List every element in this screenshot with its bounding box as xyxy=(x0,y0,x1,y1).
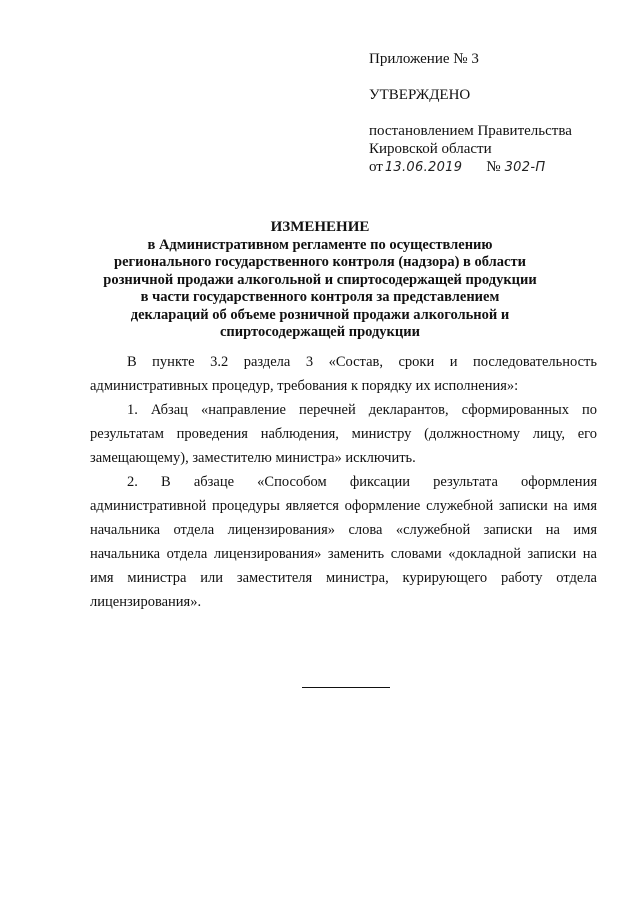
document-subtitle: в Административном регламенте по осуществлению регионального государственного контроля (надзора) в области розничной продажи алкогольной и спиртосодержащей продукции в части государственного контроля за представлением деклараций об объеме розничной продажи алкогольной и спиртосодержащей продукции xyxy=(103,236,537,340)
region-line: Кировской области xyxy=(369,141,492,157)
end-divider-line xyxy=(302,687,390,688)
document-body xyxy=(90,350,597,614)
number-prefix: № xyxy=(486,159,501,175)
item-2-paragraph: 2. В абзаце «Способом фиксации результата оформления административной процедуры является оформление служебной записки на имя начальника отдела лицензирования» слова «служебной записки на имя начальника отдела лицензирования» заменить словами «докладной записки на имя министра или заместителя министра, курирующего работу отдела лицензирования». xyxy=(90,474,597,610)
decree-line: постановлением Правительства xyxy=(369,123,572,139)
handwritten-number: 302-П xyxy=(504,160,546,175)
intro-paragraph: В пункте 3.2 раздела 3 «Состав, сроки и последовательность административных процедур, требования к порядку их исполнения»: xyxy=(90,354,597,394)
approval-block xyxy=(369,50,619,177)
approved-stamp-text: УТВЕРЖДЕНО xyxy=(369,87,471,103)
date-number-line xyxy=(369,158,619,177)
handwritten-date: 13.06.2019 xyxy=(384,160,463,175)
item-1-paragraph: 1. Абзац «направление перечней декларантов, сформированных по результатам проведения наблюдения, министру (должностному лицу, его замещающему), заместителю министра» исключить. xyxy=(90,402,597,466)
date-prefix: от xyxy=(369,159,383,175)
annex-label: Приложение № 3 xyxy=(369,51,479,67)
document-title: ИЗМЕНЕНИЕ xyxy=(270,219,370,235)
document-title-block xyxy=(100,219,540,342)
